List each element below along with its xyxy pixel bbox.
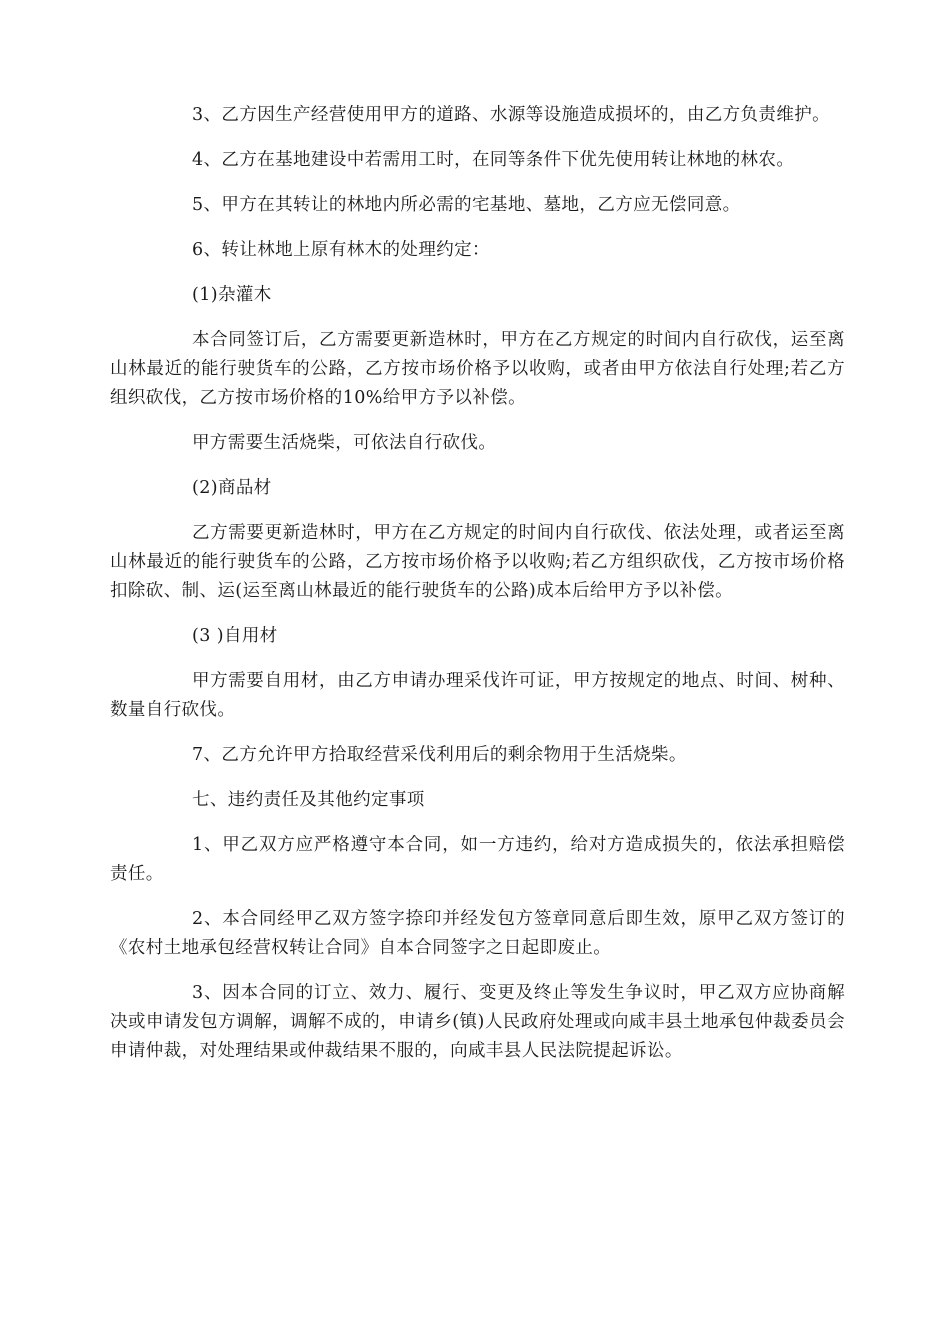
clause-3-maintenance: 3、乙方因生产经营使用甲方的道路、水源等设施造成损坏的，由乙方负责维护。 xyxy=(192,105,831,125)
clause-7-residue: 7、乙方允许甲方拾取经营采伐利用后的剩余物用于生活烧柴。 xyxy=(192,745,687,765)
liability-clause-1: 1、甲乙双方应严格遵守本合同，如一方违约，给对方造成损失的，依法承担赔偿责任。 xyxy=(110,835,845,884)
shrubs-paragraph: 本合同签订后，乙方需要更新造林时，甲方在乙方规定的时间内自行砍伐，运至离山林最近的能行驶货车的公路，乙方按市场价格予以收购，或者由甲方依法自行处理;若乙方组织砍伐，乙方按市场价格的10%给甲方予以补偿。 xyxy=(110,330,845,408)
firewood-paragraph: 甲方需要生活烧柴，可依法自行砍伐。 xyxy=(192,433,497,453)
dispute-clause-3: 3、因本合同的订立、效力、履行、变更及终止等发生争议时，甲乙双方应协商解决或申请发包方调解，调解不成的，申请乡(镇)人民政府处理或向咸丰县土地承包仲裁委员会申请仲裁，对处理结果或仲裁结果不服的，向咸丰县人民法院提起诉讼。 xyxy=(110,983,845,1061)
clause-4-labor: 4、乙方在基地建设中若需用工时，在同等条件下优先使用转让林地的林农。 xyxy=(192,150,795,170)
own-use-timber-paragraph: 甲方需要自用材，由乙方申请办理采伐许可证，甲方按规定的地点、时间、树种、数量自行砍伐。 xyxy=(110,671,845,720)
section-7-heading: 七、违约责任及其他约定事项 xyxy=(192,790,425,810)
clause-5-homestead: 5、甲方在其转让的林地内所必需的宅基地、墓地，乙方应无偿同意。 xyxy=(192,195,741,215)
clause-6-heading: 6、转让林地上原有林木的处理约定： xyxy=(192,240,490,260)
subheading-shrubs: (1)杂灌木 xyxy=(192,285,272,305)
document-body xyxy=(110,101,845,1082)
effectiveness-clause-2: 2、本合同经甲乙双方签字捺印并经发包方签章同意后即生效，原甲乙双方签订的《农村土地承包经营权转让合同》自本合同签字之日起即废止。 xyxy=(110,909,845,958)
subheading-commercial-timber: (2)商品材 xyxy=(192,478,272,498)
commercial-timber-paragraph: 乙方需要更新造林时，甲方在乙方规定的时间内自行砍伐、依法处理，或者运至离山林最近的能行驶货车的公路，乙方按市场价格予以收购;若乙方组织砍伐，乙方按市场价格扣除砍、制、运(运至离山林最近的能行驶货车的公路)成本后给甲方予以补偿。 xyxy=(110,523,845,601)
subheading-own-use-timber: (3 )自用材 xyxy=(192,626,278,646)
